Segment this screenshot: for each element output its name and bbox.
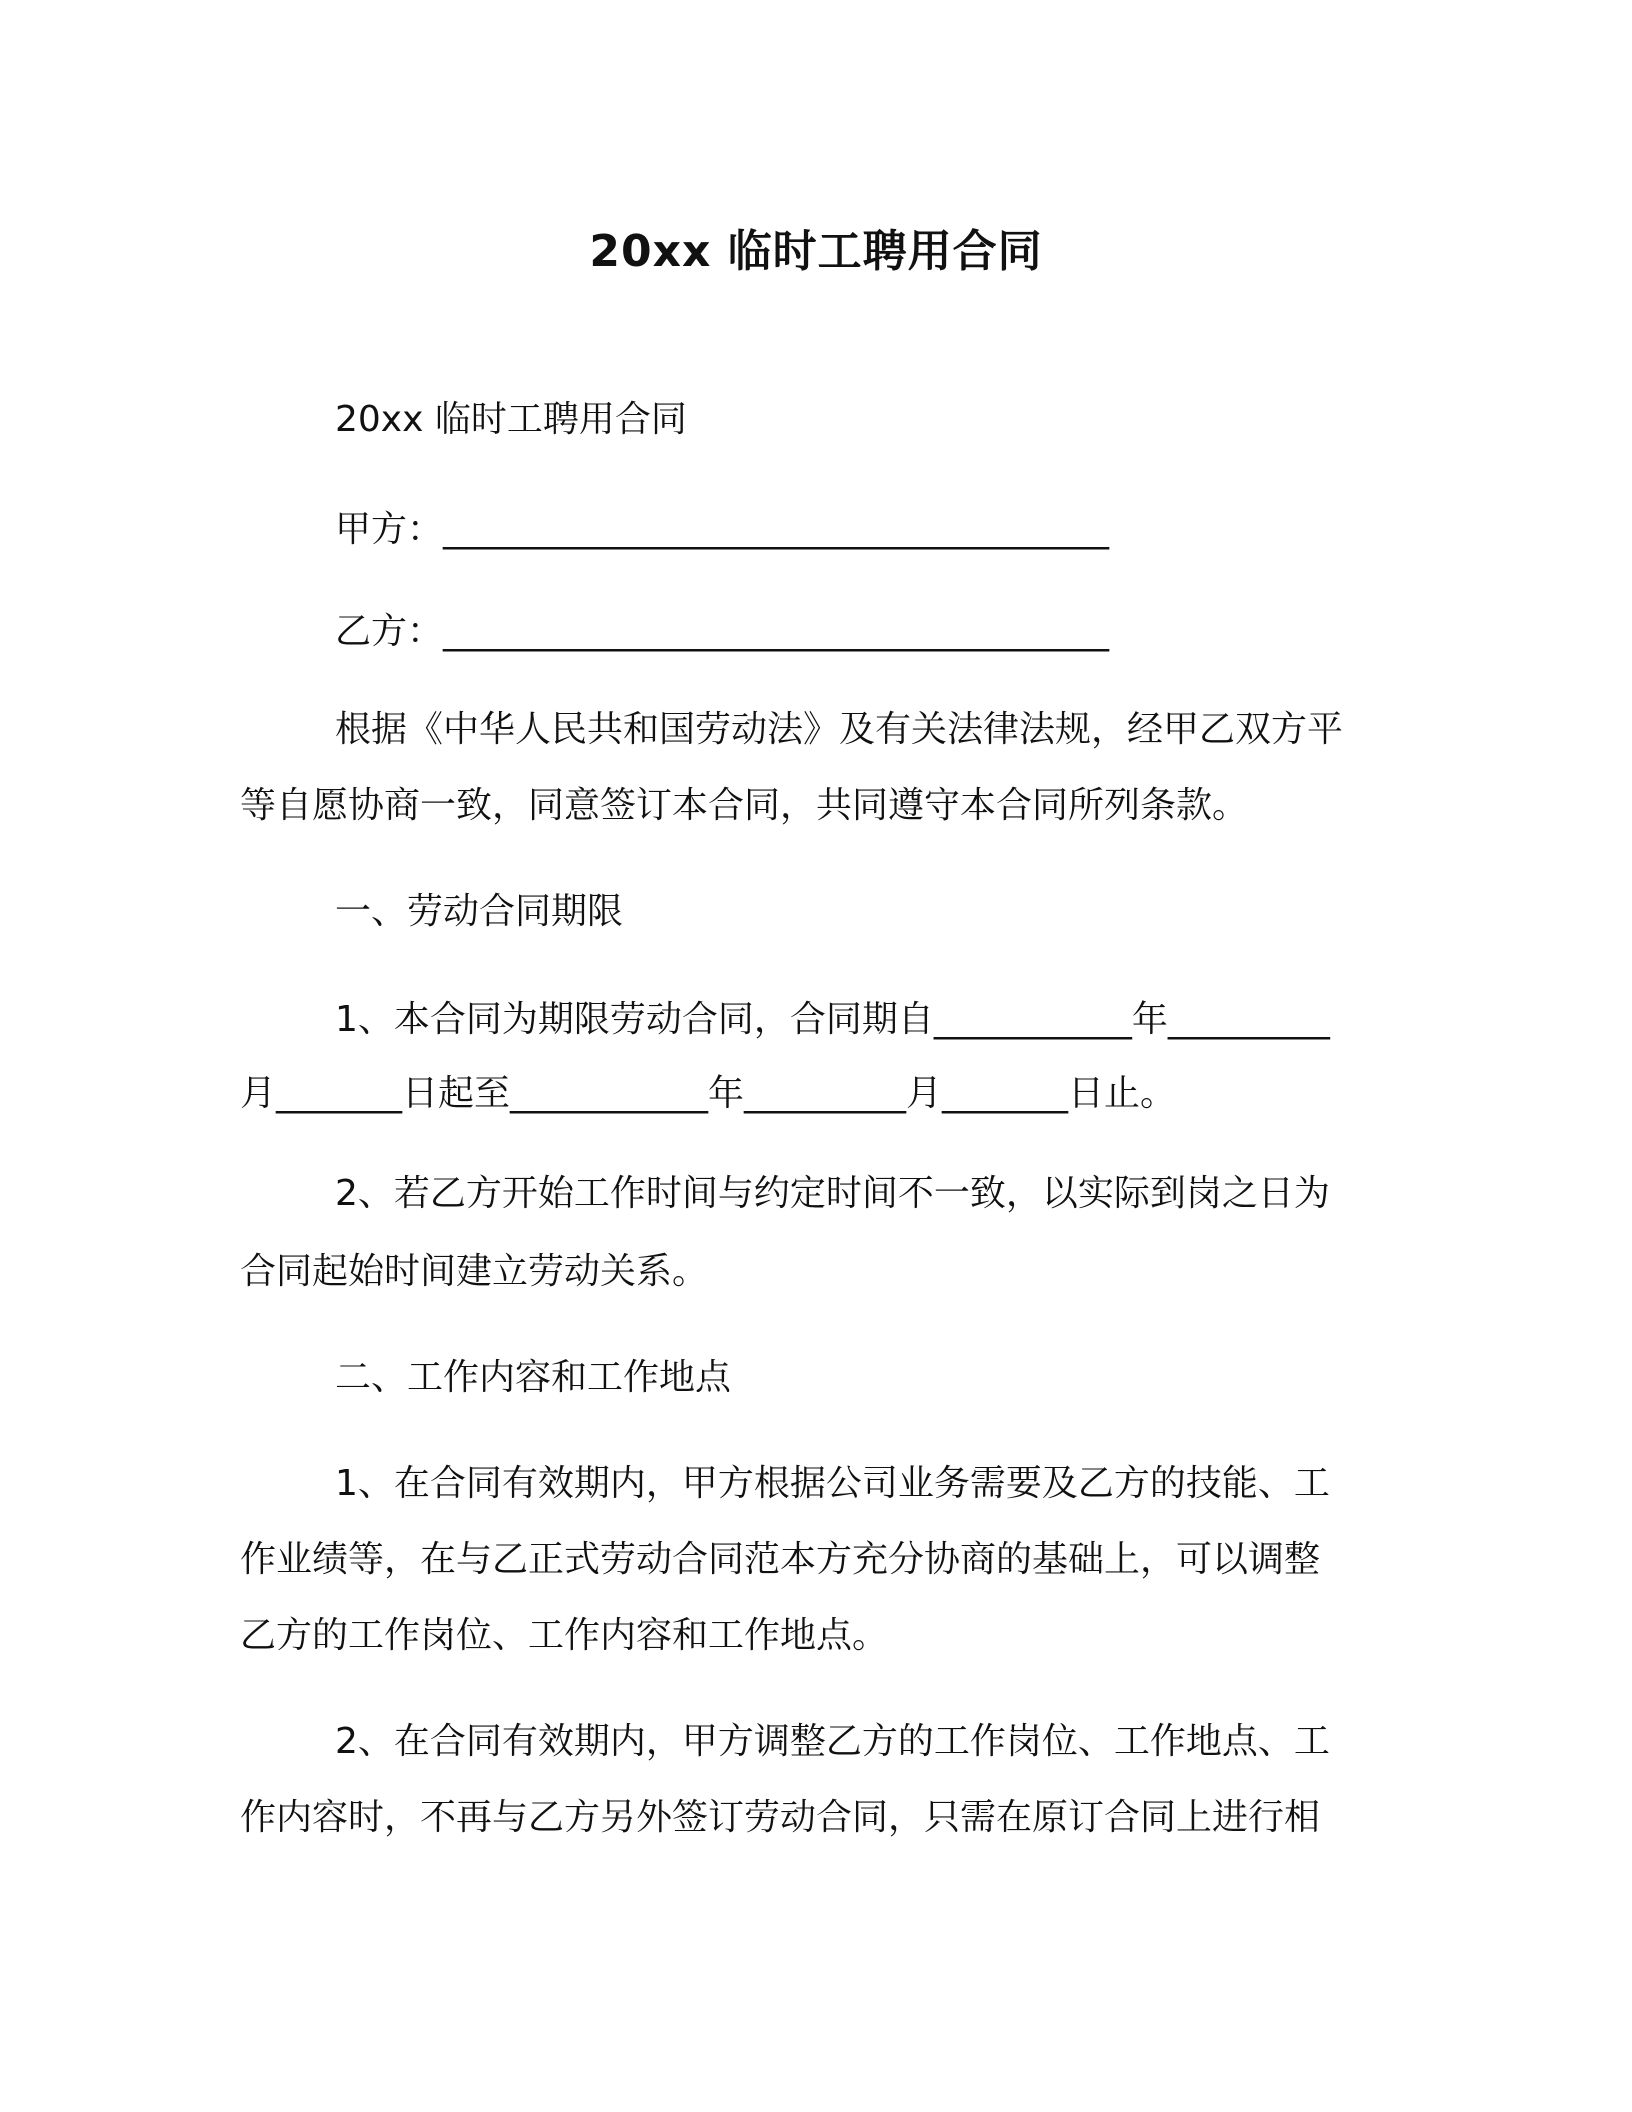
section-1-item-2-line-1: 2、若乙方开始工作时间与约定时间不一致，以实际到岗之日为: [335, 1173, 1330, 1214]
section-2-item-2-line-2: 作内容时，不再与乙方另外签订劳动合同，只需在原订合同上进行相: [240, 1797, 1321, 1838]
party-a-line: 甲方：_____________________________________: [335, 509, 1110, 550]
document-subtitle: 20xx 临时工聘用合同: [335, 399, 687, 440]
intro-paragraph-line-1: 根据《中华人民共和国劳动法》及有关法律法规，经甲乙双方平: [335, 709, 1344, 750]
section-2-item-1-line-1: 1、在合同有效期内，甲方根据公司业务需要及乙方的技能、工: [335, 1463, 1330, 1504]
party-b-line: 乙方：_____________________________________: [335, 611, 1110, 652]
section-1-item-1-line-1: 1、本合同为期限劳动合同，合同期自___________年_________: [335, 999, 1330, 1040]
intro-paragraph-line-2: 等自愿协商一致，同意签订本合同，共同遵守本合同所列条款。: [240, 785, 1249, 826]
section-2-item-1-line-2: 作业绩等，在与乙正式劳动合同范本方充分协商的基础上，可以调整: [240, 1539, 1321, 1580]
document-title: 20xx 临时工聘用合同: [589, 226, 1043, 277]
section-2-item-1-line-3: 乙方的工作岗位、工作内容和工作地点。: [240, 1615, 889, 1656]
section-1-heading: 一、劳动合同期限: [335, 891, 624, 932]
section-2-heading: 二、工作内容和工作地点: [335, 1357, 732, 1398]
section-1-item-2-line-2: 合同起始时间建立劳动关系。: [240, 1251, 709, 1292]
section-2-item-2-line-1: 2、在合同有效期内，甲方调整乙方的工作岗位、工作地点、工: [335, 1721, 1330, 1762]
section-1-item-1-line-2: 月_______日起至___________年_________月_______日止。: [240, 1073, 1177, 1114]
